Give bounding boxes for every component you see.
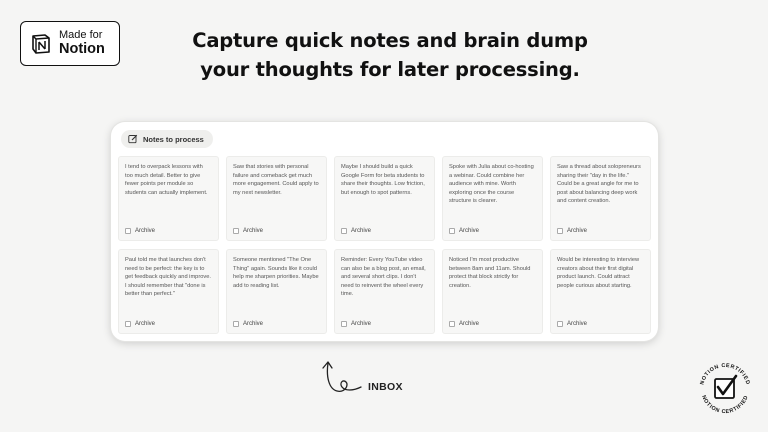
note-card[interactable] — [334, 249, 435, 334]
archive-label: Archive — [351, 228, 372, 234]
note-card[interactable] — [442, 249, 543, 334]
notes-panel — [111, 122, 658, 341]
curly-arrow-icon — [317, 357, 367, 399]
note-card[interactable] — [550, 249, 651, 334]
edit-icon — [128, 134, 138, 144]
chip-label: Notes to process — [143, 134, 204, 144]
note-text: I tend to overpack lessons with too much detail. Better to give fewer points per module so students can actually implement. — [125, 164, 208, 196]
note-card[interactable] — [334, 156, 435, 241]
note-text: Someone mentioned "The One Thing" again. Sounds like it could help me sharpen priorities. Maybe add to reading list. — [233, 257, 319, 289]
certified-check-icon — [715, 376, 736, 398]
page-title — [140, 26, 640, 84]
note-text: Would be interesting to interview creators about their first digital product launch. Could attract people curious about starting. — [557, 257, 640, 289]
archive-toggle[interactable] — [449, 321, 479, 327]
note-card[interactable] — [226, 156, 327, 241]
archive-label: Archive — [567, 321, 588, 327]
headline-line2: your thoughts for later processing. — [200, 58, 580, 81]
archive-toggle[interactable] — [557, 321, 587, 327]
archive-checkbox[interactable] — [557, 321, 563, 327]
archive-label: Archive — [459, 228, 480, 234]
badge-line1: Made for — [59, 29, 103, 42]
made-for-notion-badge — [20, 21, 120, 66]
note-card[interactable] — [118, 156, 219, 241]
notion-logo-icon — [30, 33, 52, 55]
archive-checkbox[interactable] — [341, 321, 347, 327]
note-card[interactable] — [442, 156, 543, 241]
archive-toggle[interactable] — [125, 321, 155, 327]
archive-toggle[interactable] — [233, 228, 263, 234]
archive-checkbox[interactable] — [341, 228, 347, 234]
archive-toggle[interactable] — [125, 228, 155, 234]
archive-checkbox[interactable] — [557, 228, 563, 234]
note-text: Noticed I'm most productive between 8am and 11am. Should protect that block strictly for creation. — [449, 257, 531, 289]
archive-checkbox[interactable] — [125, 228, 131, 234]
seal-text-bottom: NOTION CERTIFIED — [700, 394, 750, 416]
note-card[interactable] — [550, 156, 651, 241]
headline-line1: Capture quick notes and brain dump — [192, 29, 588, 52]
archive-toggle[interactable] — [233, 321, 263, 327]
seal-text-top: NOTION CERTIFIED — [699, 362, 751, 386]
archive-label: Archive — [135, 321, 156, 327]
note-text: Saw a thread about solopreneurs sharing their "day in the life." Could be a great angle for me to post about balancing deep work and content creation. — [557, 164, 641, 205]
archive-checkbox[interactable] — [233, 321, 239, 327]
archive-label: Archive — [243, 228, 264, 234]
archive-checkbox[interactable] — [449, 228, 455, 234]
archive-label: Archive — [567, 228, 588, 234]
archive-toggle[interactable] — [341, 321, 371, 327]
inbox-label: INBOX — [368, 381, 403, 393]
note-text: Saw that stories with personal failure and comeback get much more engagement. Could apply to my next newsletter. — [233, 164, 319, 196]
archive-label: Archive — [351, 321, 372, 327]
note-text: Paul told me that launches don't need to be perfect: the key is to get feedback quickly and improve. I should remember that "done is better than perfect." — [125, 257, 211, 298]
archive-checkbox[interactable] — [449, 321, 455, 327]
archive-label: Archive — [459, 321, 480, 327]
archive-toggle[interactable] — [557, 228, 587, 234]
note-card[interactable] — [118, 249, 219, 334]
archive-checkbox[interactable] — [233, 228, 239, 234]
note-text: Spoke with Julia about co-hosting a webinar. Could combine her audience with mine. Worth exploring once the course structure is clearer. — [449, 164, 534, 205]
note-card[interactable] — [226, 249, 327, 334]
notion-certified-seal — [694, 358, 756, 420]
archive-toggle[interactable] — [341, 228, 371, 234]
archive-label: Archive — [135, 228, 156, 234]
badge-line2: Notion — [59, 40, 105, 57]
archive-label: Archive — [243, 321, 264, 327]
archive-toggle[interactable] — [449, 228, 479, 234]
note-text: Reminder: Every YouTube video can also be a blog post, an email, and several short clips. I don't need to reinvent the wheel every time. — [341, 257, 426, 298]
notes-gallery — [118, 156, 651, 334]
note-text: Maybe I should build a quick Google Form for beta students to share their thoughts. Low friction, but enough to spot patterns. — [341, 164, 425, 196]
notes-to-process-view-tab[interactable] — [121, 130, 213, 148]
archive-checkbox[interactable] — [125, 321, 131, 327]
